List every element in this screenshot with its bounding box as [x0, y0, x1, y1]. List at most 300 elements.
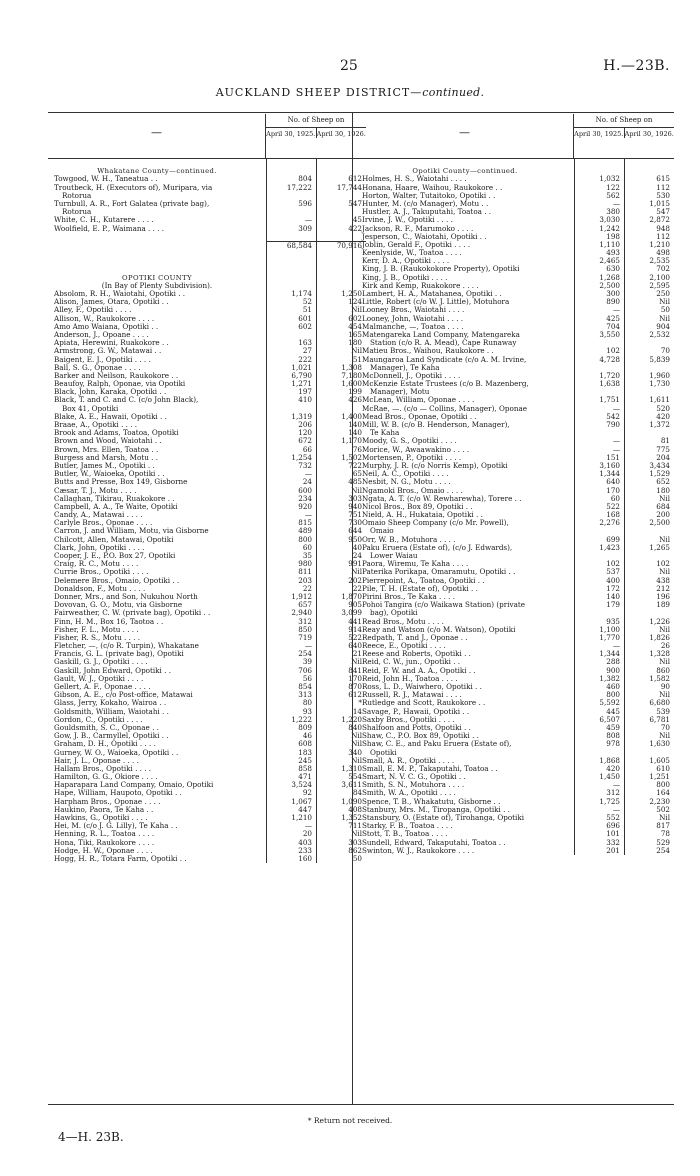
table-row: [48, 634, 366, 642]
sheep-1925: 3,524: [266, 781, 316, 789]
sheep-1925: 46: [266, 732, 316, 740]
table-row: [48, 708, 366, 716]
owner-name: Clark, John, Opotiki . . . .: [54, 543, 145, 552]
owner-name: Gordon, C., Opotiki . . . .: [54, 715, 143, 724]
table-row: [48, 323, 366, 331]
sheep-1926: 165: [316, 331, 366, 339]
sheep-1926: 1,960: [624, 372, 674, 380]
sheep-1926: 1,170: [316, 437, 366, 445]
owner-name: Rutledge and Scott, Raukokore . .: [362, 699, 486, 708]
sheep-1926: 124: [316, 298, 366, 306]
sheep-1925: 6,507: [574, 716, 624, 724]
owner-name: Amo Amo Waiana, Opotiki . .: [54, 322, 159, 331]
sheep-1926: 90: [624, 683, 674, 691]
sheep-1925: 66: [266, 446, 316, 454]
sheep-1925: —: [574, 642, 624, 650]
sheep-1925: 3,550: [574, 331, 624, 339]
owner-name: Donaldson, F., Motu . . . .: [54, 584, 146, 593]
table-row: [356, 789, 674, 797]
sheep-1926: 438: [624, 577, 674, 585]
sheep-1925: 608: [266, 740, 316, 748]
table-row: [356, 487, 674, 495]
sheep-1925: —: [266, 822, 316, 830]
right-header-caption: No. of Sheep on: [574, 114, 674, 128]
sheep-1926: 3,434: [624, 462, 674, 470]
sheep-1925: 657: [266, 601, 316, 609]
owner-name: Reese and Roberts, Opotiki . .: [362, 650, 471, 659]
sheep-1926: 140: [316, 429, 366, 437]
owner-name: Towgood, W. H., Taneatua . .: [54, 175, 158, 184]
sheep-1925: —: [574, 437, 624, 445]
table-row: [48, 454, 366, 462]
owner-name: Burgess and Marsh, Motu . .: [54, 453, 158, 462]
sheep-1925: 800: [266, 536, 316, 544]
table-row: [48, 257, 366, 265]
table-row: [48, 519, 366, 527]
right-header-year-1926: April 30, 1926.: [624, 130, 674, 138]
owner-name: Russell, R. J., Matawai . . . .: [362, 691, 462, 700]
sheep-1925: 1,100: [574, 626, 624, 634]
table-row: [48, 356, 366, 364]
sheep-1926: 644: [316, 527, 366, 535]
owner-name: Paterika Porikapa, Omaramutu, Opotiki . .: [362, 568, 516, 577]
sheep-1926: 711: [316, 822, 366, 830]
table-row: [356, 184, 674, 192]
table-row: [356, 503, 674, 511]
sheep-1925: 596: [266, 200, 316, 208]
sheep-1926: 2,230: [624, 798, 674, 806]
sheep-1925: 17,222: [266, 184, 316, 192]
sheep-1925: 425: [574, 315, 624, 323]
sheep-1926: 189: [624, 601, 674, 609]
table-row: [356, 822, 674, 830]
table-row: [48, 225, 366, 233]
page-title: [0, 86, 700, 99]
sheep-1925: 201: [574, 847, 624, 855]
owner-name: Gouldsmith, S. C., Oponae . .: [54, 723, 159, 732]
table-row: [48, 749, 366, 757]
table-row: [356, 290, 674, 298]
owner-name: Paora, Wiremu, Te Kaha . . . .: [362, 560, 469, 569]
owner-name: Delemere Bros., Omaio, Opotiki . .: [54, 576, 180, 585]
sheep-1925: 890: [574, 298, 624, 306]
owner-name: Chilcott, Allen, Matawai, Opotiki: [54, 535, 174, 544]
top-rule: [48, 112, 674, 113]
sheep-1926: 2,500: [624, 519, 674, 527]
owner-name: Francis, G. L. (private bag), Opotiki: [54, 650, 184, 659]
sheep-1926: 529: [624, 839, 674, 847]
table-row: [356, 282, 674, 290]
sheep-1926: 6,680: [624, 699, 674, 707]
owner-name: [356, 159, 574, 167]
owner-name: Reece, E., Opotiki . . . .: [362, 642, 446, 651]
sheep-1925: [266, 265, 316, 273]
sheep-1925: 640: [574, 478, 624, 486]
owner-name: Ross, L. D., Waiwhero, Opotiki . .: [362, 683, 482, 691]
owner-name: Hawkins, G., Opotiki . . . .: [54, 814, 148, 822]
owner-name: White, C. H., Kutarere . . . .: [54, 216, 154, 225]
sheep-1926: 1,400: [316, 413, 366, 421]
sheep-1925: 1,868: [574, 757, 624, 765]
owner-name: Carron, J. and William, Motu, via Gisborne: [54, 527, 209, 536]
table-row: [356, 216, 674, 224]
table-row: [356, 757, 674, 765]
table-row: [356, 478, 674, 486]
table-row: [356, 536, 674, 544]
table-row: [48, 200, 366, 208]
sheep-1926: 751: [316, 511, 366, 519]
table-row: [48, 609, 366, 617]
table-row: [48, 413, 366, 421]
sheep-1925: 222: [266, 356, 316, 364]
sheep-1925: 542: [574, 413, 624, 421]
owner-name: Turnbull, A. R., Fort Galatea (private bag),: [54, 199, 210, 208]
table-row: [356, 437, 674, 445]
sheep-1925: 22: [266, 585, 316, 593]
sheep-1926: 70,916: [316, 241, 366, 249]
sheep-1926: 502: [624, 806, 674, 814]
table-row: [356, 683, 674, 691]
sheep-1926: 940: [316, 503, 366, 511]
table-row: [48, 282, 366, 290]
table-row: [48, 315, 366, 323]
sheep-1925: 168: [574, 511, 624, 519]
sheep-1926: 950: [316, 536, 366, 544]
owner-name: Fletcher, —, (c/o R. Turpin), Whakatane: [54, 642, 199, 651]
table-row: [356, 159, 674, 167]
sheep-1925: 203: [266, 577, 316, 585]
sheep-1925: 800: [574, 691, 624, 699]
sheep-1925: —: [574, 781, 624, 789]
sheep-1925: 980: [266, 560, 316, 568]
sheep-1925: 537: [574, 568, 624, 576]
owner-name: Hape, William, Haupoto, Opotiki . .: [54, 789, 182, 798]
sheep-1926: 1,372: [624, 421, 674, 429]
sheep-1926: 14: [316, 708, 366, 716]
table-row: [48, 208, 366, 216]
sheep-1925: 140: [574, 593, 624, 601]
sheep-1925: 809: [266, 724, 316, 732]
table-row: [48, 503, 366, 511]
table-row: [356, 265, 674, 273]
owner-name: Redpath, T. and J., Oponae . .: [362, 633, 468, 642]
owner-name: Finn, H. M., Box 16, Taotoa . .: [54, 617, 164, 626]
sheep-1926: 426: [316, 396, 366, 404]
sheep-1925: —: [266, 216, 316, 224]
sheep-1925: 1,382: [574, 675, 624, 683]
table-row: [356, 241, 674, 249]
owner-name: Reay and Watson (c/o M. Watson), Opotiki: [362, 625, 516, 634]
sheep-1926: 1,352: [316, 814, 366, 822]
owner-name: Station (c/o R. A. Mead), Cape Runaway: [370, 339, 517, 348]
sheep-1926: 1,308: [316, 364, 366, 372]
owner-name: Spence, T. B., Whakatutu, Gisborne . .: [362, 797, 501, 806]
owner-name: Hei, M. (c/o J. G. Lilly), Te Kaha . .: [54, 822, 178, 831]
sheep-1926: 1,310: [316, 765, 366, 773]
table-row: [356, 298, 674, 306]
sheep-1926: 70: [624, 724, 674, 732]
sheep-1926: 112: [624, 233, 674, 241]
sheep-1926: 1,015: [624, 200, 674, 208]
sheep-1926: 1,529: [624, 470, 674, 478]
table-row: [48, 618, 366, 626]
owner-name: Morice, W., Awaawakino . . . .: [362, 445, 470, 454]
sheep-1925: [266, 257, 316, 265]
sheep-1925: 920: [266, 503, 316, 511]
owner-name: Reid, John H., Toatoa . . . .: [362, 674, 458, 683]
table-row: [356, 839, 674, 847]
table-row: [48, 699, 366, 707]
sheep-1925: 312: [574, 789, 624, 797]
sheep-1925: 51: [266, 306, 316, 314]
table-row: [48, 536, 366, 544]
sheep-1925: 68,584: [266, 241, 316, 249]
sheep-1926: 7,180: [316, 372, 366, 380]
sheep-1926: 1,502: [316, 454, 366, 462]
table-row: [48, 388, 366, 396]
owner-name: Gibson, A. E., c/o Post-office, Matawai: [54, 691, 193, 700]
sheep-1925: 1,174: [266, 290, 316, 298]
table-row: [48, 306, 366, 314]
owner-name: Omaio: [370, 527, 394, 536]
sheep-1926: 40: [316, 544, 366, 552]
owner-name: Armstrong, G. W., Matawai . .: [54, 347, 162, 356]
table-row: [356, 257, 674, 265]
owner-name: Nicol Bros., Box 89, Opotiki . .: [362, 502, 473, 511]
owner-name: Opotiki County—continued.: [412, 167, 518, 176]
owner-name: Hona, Tiki, Raukokore . . . .: [54, 838, 155, 847]
sheep-1926: 722: [316, 462, 366, 470]
section-heading: [48, 167, 366, 175]
owner-name: Sundell, Edward, Takaputahi, Toatoa . .: [362, 838, 506, 847]
table-row: [356, 593, 674, 601]
table-row: [356, 601, 674, 609]
sheep-1926: 1,826: [624, 634, 674, 642]
sheep-1925: 2,500: [574, 282, 624, 290]
sheep-1926: 522: [316, 634, 366, 642]
owner-name: Butler, James M., Opotiki . .: [54, 461, 155, 470]
sheep-1926: 303: [316, 495, 366, 503]
owner-name: Henning, R. L., Toatoa . . . .: [54, 830, 155, 839]
sheep-1926: 948: [624, 225, 674, 233]
owner-name: Woolfield, E. P., Waimana . . . .: [54, 224, 165, 233]
sheep-1925: —: [266, 642, 316, 650]
table-row: [48, 405, 366, 413]
sheep-1925: 27: [266, 347, 316, 355]
sheep-1926: 870: [316, 683, 366, 691]
owner-name: Pirini Bros., Te Kaka . . . .: [362, 592, 456, 601]
sheep-1925: 2,940: [266, 609, 316, 617]
owner-name: Manager), Te Kaha: [370, 363, 440, 372]
table-row: [356, 806, 674, 814]
owner-name: Mill, W. B. (c/o B. Henderson, Manager),: [362, 421, 510, 429]
owner-name: King, J. B., Opotiki . . . .: [362, 273, 448, 282]
sheep-1926: 81: [624, 437, 674, 445]
owner-name: Omaio Sheep Company (c/o Mr. Powell),: [362, 519, 509, 528]
owner-name: Fisher, F. L., Motu . . . .: [54, 625, 139, 634]
table-row: [48, 642, 366, 650]
table-row: [48, 814, 366, 822]
sheep-1925: 332: [574, 839, 624, 847]
sheep-1925: 704: [574, 323, 624, 331]
owner-name: Candy, A., Matawai . . . .: [54, 511, 143, 520]
sheep-1925: 1,271: [266, 380, 316, 388]
sheep-1925: 60: [574, 495, 624, 503]
sheep-1926: 914: [316, 626, 366, 634]
sheep-1926: 422: [316, 225, 366, 233]
sheep-1925: 672: [266, 437, 316, 445]
sheep-1925: 1,912: [266, 593, 316, 601]
sheep-1926: 862: [316, 847, 366, 855]
sheep-1925: 35: [266, 552, 316, 560]
sheep-1925: —: [574, 806, 624, 814]
sheep-1926: 50: [316, 855, 366, 863]
sheep-1925: 706: [266, 667, 316, 675]
sheep-1925: 122: [574, 184, 624, 192]
table-row: [48, 577, 366, 585]
sheep-1926: 485: [316, 478, 366, 486]
sheep-1925: 732: [266, 462, 316, 470]
sheep-1926: 860: [624, 667, 674, 675]
owner-name: McLean, William, Oponae . . . .: [362, 396, 475, 405]
sheep-1926: 199: [316, 388, 366, 396]
owner-name: Malmanche, —, Toatoa . . . .: [362, 322, 464, 331]
sheep-1926: 76: [316, 446, 366, 454]
table-row: [48, 675, 366, 683]
table-row: [356, 577, 674, 585]
table-row: [356, 462, 674, 470]
sheep-1925: 696: [574, 822, 624, 830]
sheep-1926: 3,611: [316, 781, 366, 789]
sheep-1925: 380: [574, 208, 624, 216]
table-row: [48, 740, 366, 748]
sheep-1926: Nil: [316, 347, 366, 355]
sheep-1926: 840: [316, 724, 366, 732]
owner-name: [48, 257, 266, 265]
owner-name: Cooper, J. E., P.O. Box 27, Opotiki: [54, 552, 176, 560]
sheep-1926: 112: [624, 184, 674, 192]
sheep-1925: 460: [574, 683, 624, 691]
owner-name: Blake, A. E., Hawaii, Opotiki . .: [54, 412, 167, 421]
owner-name: Nesbit, N. G., Motu . . . .: [362, 478, 451, 487]
sheep-1926: Nil: [624, 495, 674, 503]
sheep-1926: Nil: [316, 568, 366, 576]
sheep-1926: 420: [624, 413, 674, 421]
sheep-1926: Nil: [316, 658, 366, 666]
sheep-1925: —: [574, 200, 624, 208]
owner-name: Whakatane County—continued.: [97, 167, 217, 176]
owner-name: Alison, James, Otara, Opotiki . .: [54, 298, 169, 307]
table-row: [356, 781, 674, 789]
sheep-1925: 935: [574, 618, 624, 626]
table-row: [48, 757, 366, 765]
table-row: [356, 446, 674, 454]
owner-name: Fisher, R. S., Motu . . . .: [54, 633, 141, 642]
sheep-1925: 493: [574, 249, 624, 257]
sheep-1925: 808: [574, 732, 624, 740]
sheep-1926: Nil: [624, 536, 674, 544]
table-row: [48, 265, 366, 273]
owner-name: Beaufoy, Ralph, Oponae, via Opotiki: [54, 380, 186, 389]
table-row: [48, 601, 366, 609]
owner-name: Starky, F. B., Toatoa . . . .: [362, 822, 453, 831]
owner-name: Stansbury, O. (Estate of), Tirohanga, Opotiki: [362, 814, 525, 822]
sheep-1925: 1,110: [574, 241, 624, 249]
table-row: [356, 667, 674, 675]
table-row: [48, 724, 366, 732]
footer-reference: 4—H. 23B.: [58, 1130, 124, 1144]
owner-name: Butler, W., Waioeka, Opotiki . .: [54, 470, 165, 479]
sheep-1926: 615: [624, 175, 674, 183]
sheep-1925: 4,728: [574, 356, 624, 364]
sheep-1926: Nil: [316, 830, 366, 838]
sheep-1926: 702: [624, 265, 674, 273]
sheep-1926: 2,535: [624, 257, 674, 265]
left-table-header: [48, 114, 366, 159]
sheep-1925: 101: [574, 830, 624, 838]
sheep-1926: 70: [624, 347, 674, 355]
table-row: [48, 184, 366, 192]
owner-name: [48, 159, 266, 167]
sheep-1926: 1,220: [316, 716, 366, 724]
table-row: [356, 380, 674, 388]
owner-name: [48, 233, 266, 241]
owner-name: Absolom, R. H., Waiotahi, Opotiki . .: [54, 290, 186, 298]
owner-name: Jackson, R. F., Marumoko . . . .: [362, 224, 474, 233]
owner-name: Lower Waiau: [370, 552, 418, 560]
sheep-1925: 120: [266, 429, 316, 437]
sheep-1926: 730: [316, 519, 366, 527]
sheep-1926: 454: [316, 323, 366, 331]
sheep-1925: 160: [266, 855, 316, 863]
sheep-1925: 1,751: [574, 396, 624, 404]
owner-name: Matieu Bros., Waihou, Raukokore . .: [362, 347, 494, 356]
sheep-1925: 630: [574, 265, 624, 273]
owner-name: Reid, F. W. and A. A., Opotiki . .: [362, 666, 476, 675]
sheep-1926: 1,730: [624, 380, 674, 388]
sheep-1926: Nil: [624, 732, 674, 740]
owner-name: Hodge, H. W., Oponae . . . .: [54, 846, 153, 855]
table-row: [356, 315, 674, 323]
table-row: [356, 454, 674, 462]
table-row: [356, 708, 674, 716]
table-row: [356, 175, 674, 183]
sheep-1926: 612: [316, 691, 366, 699]
sheep-1926: 2,532: [624, 331, 674, 339]
left-header-year-1925: April 30, 1925.: [266, 130, 316, 138]
table-row: [356, 650, 674, 658]
table-row: [356, 618, 674, 626]
sheep-1926: 1,870: [316, 593, 366, 601]
table-row: [48, 716, 366, 724]
sheep-1925: 151: [574, 454, 624, 462]
sheep-1926: 775: [624, 446, 674, 454]
owner-name: Smart, N. V. C. G., Opotiki . .: [362, 773, 466, 782]
sheep-1925: 403: [266, 839, 316, 847]
right-table-header: [356, 114, 674, 159]
owner-name: Orr, W. B., Motuhora . . . .: [362, 535, 456, 544]
table-row: [356, 691, 674, 699]
sheep-1925: 1,344: [574, 470, 624, 478]
sheep-1925: 312: [266, 618, 316, 626]
sheep-1926: 5,839: [624, 356, 674, 364]
table-row: [356, 732, 674, 740]
left-header-numbers: [265, 114, 366, 158]
owner-name: Pohoi Tangira (c/o Waikawa Station) (private: [362, 601, 525, 610]
owner-name: Donner, Mrs., and Son, Nukuhou North: [54, 592, 198, 601]
owner-name: Paku Eruera (Estate of), (c/o J. Edwards),: [362, 543, 513, 552]
owner-name: Joblin, Gerald F., Opotiki . . . .: [362, 240, 471, 249]
